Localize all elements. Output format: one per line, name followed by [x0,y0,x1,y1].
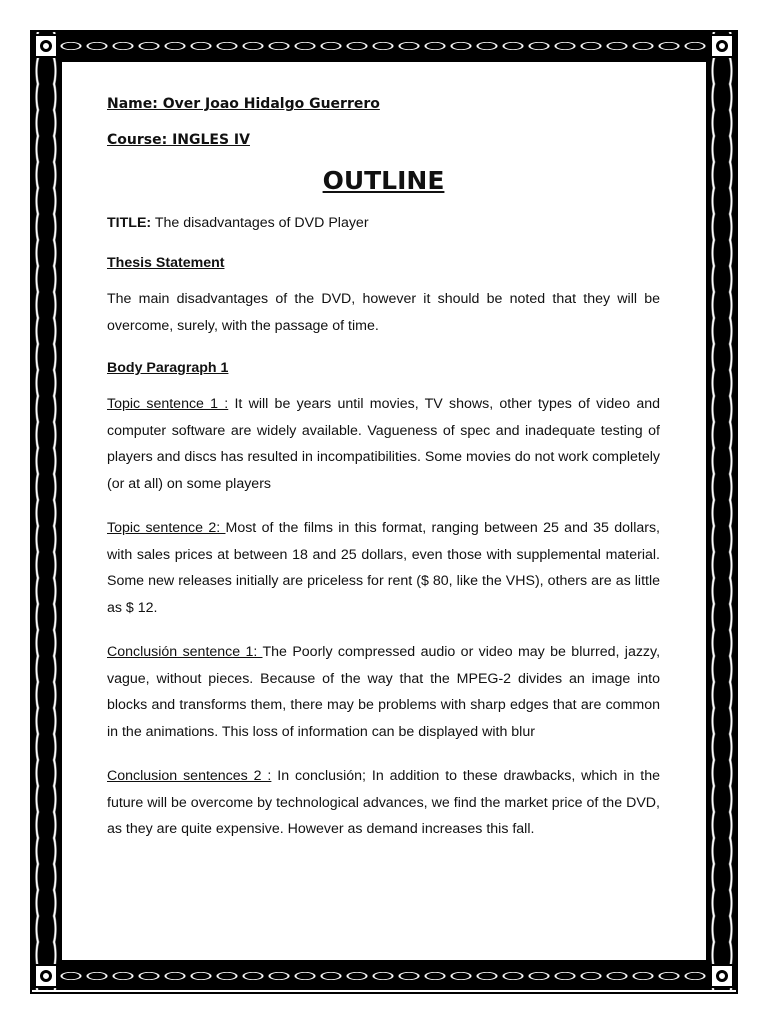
corner-ornament-icon [710,964,734,988]
conclusion-sentence-2 [107,763,660,843]
conclusion-sentence-1 [107,639,660,745]
topic-sentence-2-label: Topic sentence 2: [107,520,226,536]
student-name: Name: Over Joao Hidalgo Guerrero [107,96,380,112]
conclusion-sentence-1-text: The Poorly compressed audio or video may be blurred, jazzy, vague, without pieces. Because of the way that the MPEG-2 divides an image into blocks and transforms them, there may be problems with sharp edges that are common in the animations. This loss of information can be displayed with blur [107,644,661,740]
conclusion-sentence-2-text: In conclusión; In addition to these drawbacks, which in the future will be overcome by technological advances, we find the market price of the DVD, as they are quite expensive. However as demand increases this fall. [107,768,660,837]
topic-sentence-1-text: It will be years until movies, TV shows, other types of video and computer software are widely available. Vagueness of spec and inadequate testing of players and discs has resulted in incompatibilities. Some movies do not work completely (or at all) on some players [107,396,661,492]
page-title: OUTLINE [322,166,445,195]
title-text: The disadvantages of DVD Player [154,215,369,231]
thesis-text: The main disadvantages of the DVD, however it should be noted that they will be overcome, surely, with the passage of time. [107,291,660,334]
topic-sentence-1-label: Topic sentence 1 : [107,396,229,412]
document-body [107,86,660,843]
topic-sentence-1 [107,391,660,497]
corner-ornament-icon [34,34,58,58]
thesis-heading: Thesis Statement [107,255,225,271]
essay-title [107,212,660,234]
corner-ornament-icon [34,964,58,988]
topic-sentence-2 [107,515,660,621]
conclusion-sentence-2-label: Conclusion sentences 2 : [107,768,272,784]
conclusion-sentence-1-label: Conclusión sentence 1: [107,644,263,660]
topic-sentence-2-text: Most of the films in this format, ranging between 25 and 35 dollars, with sales prices at between 18 and 25 dollars, even those with supplemental material. Some new releases initially are priceless for rent ($ 80, like the VHS), others are as little as $ 12. [107,520,661,616]
course-name: Course: INGLES IV [107,132,250,148]
title-label: TITLE: [107,215,152,231]
body-paragraph-heading: Body Paragraph 1 [107,360,229,376]
corner-ornament-icon [710,34,734,58]
